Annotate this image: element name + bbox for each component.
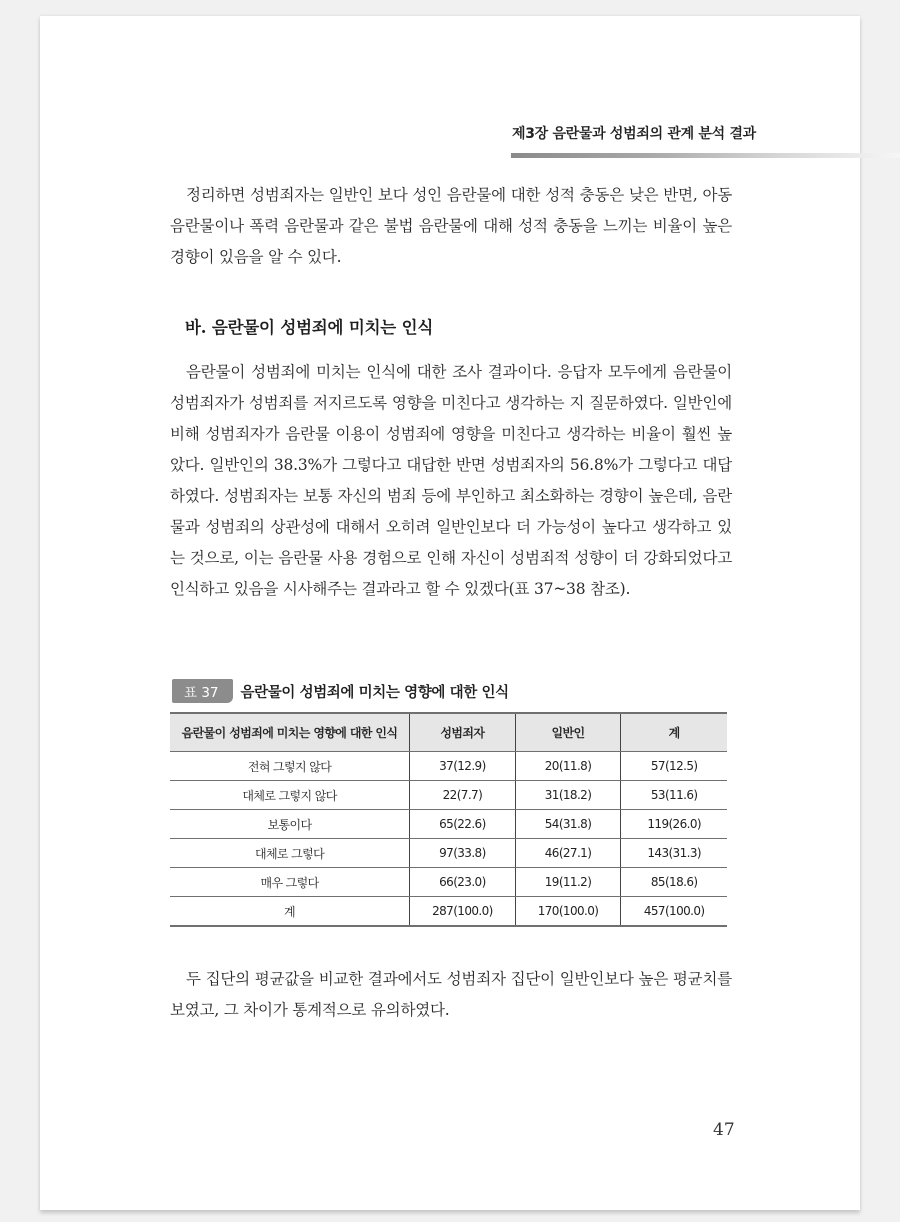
table-row: [170, 868, 727, 897]
cell-offenders: 97(33.8): [410, 839, 516, 868]
cell-offenders: 37(12.9): [410, 752, 516, 781]
table-row: [170, 752, 727, 781]
paragraph-survey-results-text: 음란물이 성범죄에 미치는 인식에 대한 조사 결과이다. 응답자 모두에게 음란물이 성범죄자가 성범죄를 저지르도록 영향을 미친다고 생각하는 지 질문하였다. 일반인에 비해 성범죄자가 음란물 이용이 성범죄에 영향을 미친다고 생각하는 비율이 훨씬 높았다. 일반인의 38.3%가 그렇다고 대답한 반면 성범죄자의 56.8%가 그렇다고 대답하였다. 성범죄자는 보통 자신의 범죄 등에 부인하고 최소화하는 경향이 높은데, 음란물과 성범죄의 상관성에 대해서 오히려 일반인보다 더 가능성이 높다고 생각하고 있는 것으로, 이는 음란물 사용 경험으로 인해 자신이 성범죄적 성향이 더 강화되었다고 인식하고 있음을 시사해주는 결과라고 할 수 있겠다(표 37~38 참조).: [170, 363, 732, 598]
cell-total: 143(31.3): [621, 839, 727, 868]
cell-offenders: 287(100.0): [410, 897, 516, 927]
cell-total: 57(12.5): [621, 752, 727, 781]
table-row: [170, 839, 727, 868]
table-row: [170, 810, 727, 839]
cell-general-public: 31(18.2): [515, 781, 621, 810]
table-header-row: [170, 713, 727, 752]
paragraph-summary-text: 정리하면 성범죄자는 일반인 보다 성인 음란물에 대한 성적 충동은 낮은 반면, 아동 음란물이나 폭력 음란물과 같은 불법 음란물에 대해 성적 충동을 느끼는 비율이 높은 경향이 있음을 알 수 있다.: [170, 186, 732, 266]
row-label: 대체로 그렇지 않다: [170, 781, 410, 810]
cell-general-public: 19(11.2): [515, 868, 621, 897]
running-head: 제3장 음란물과 성범죄의 관계 분석 결과: [512, 126, 756, 142]
table-number-badge: 표 37: [172, 679, 233, 703]
cell-offenders: 65(22.6): [410, 810, 516, 839]
header-rule: [511, 153, 900, 158]
page-number: 47: [713, 1120, 735, 1140]
table-row: [170, 781, 727, 810]
perception-table: [170, 712, 727, 927]
header-total: 계: [621, 713, 727, 752]
cell-general-public: 20(11.8): [515, 752, 621, 781]
cell-general-public: 46(27.1): [515, 839, 621, 868]
cell-total: 119(26.0): [621, 810, 727, 839]
paragraph-survey-results: [170, 357, 732, 605]
header-offenders: 성범죄자: [410, 713, 516, 752]
section-heading: 바. 음란물이 성범죄에 미치는 인식: [185, 318, 434, 337]
cell-total: 457(100.0): [621, 897, 727, 927]
table-total-row: [170, 897, 727, 927]
header-perception: 음란물이 성범죄에 미치는 영향에 대한 인식: [170, 713, 410, 752]
cell-general-public: 54(31.8): [515, 810, 621, 839]
paragraph-mean-comparison: [170, 964, 732, 1026]
cell-total: 85(18.6): [621, 868, 727, 897]
table-caption: [172, 679, 509, 703]
row-label: 대체로 그렇다: [170, 839, 410, 868]
row-label: 전혀 그렇지 않다: [170, 752, 410, 781]
row-label: 계: [170, 897, 410, 927]
header-general-public: 일반인: [515, 713, 621, 752]
paragraph-mean-comparison-text: 두 집단의 평균값을 비교한 결과에서도 성범죄자 집단이 일반인보다 높은 평균치를 보였고, 그 차이가 통계적으로 유의하였다.: [170, 970, 732, 1019]
row-label: 보통이다: [170, 810, 410, 839]
table-title: 음란물이 성범죄에 미치는 영향에 대한 인식: [240, 684, 509, 701]
cell-general-public: 170(100.0): [515, 897, 621, 927]
cell-offenders: 22(7.7): [410, 781, 516, 810]
cell-offenders: 66(23.0): [410, 868, 516, 897]
paragraph-summary: [170, 180, 732, 273]
cell-total: 53(11.6): [621, 781, 727, 810]
row-label: 매우 그렇다: [170, 868, 410, 897]
